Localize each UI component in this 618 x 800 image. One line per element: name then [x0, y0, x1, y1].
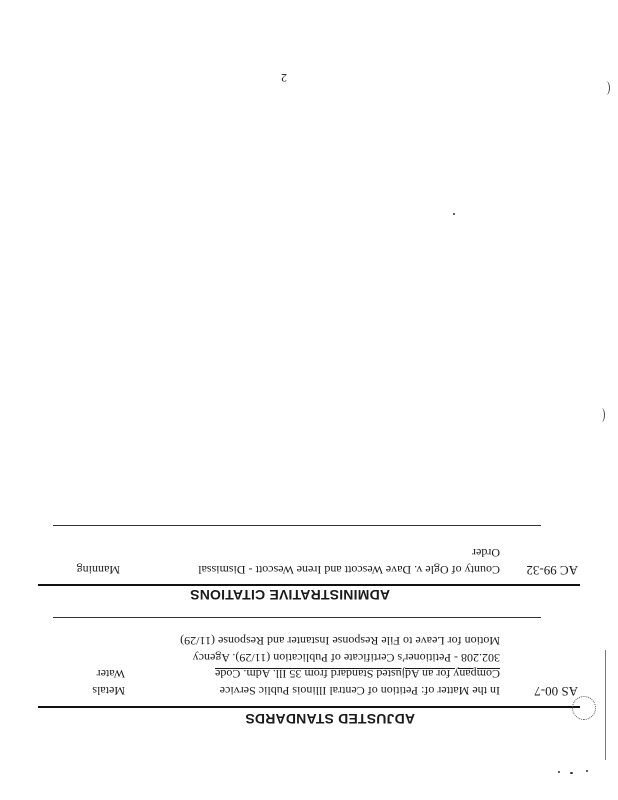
adjusted-standards-rule — [38, 706, 580, 708]
case-number-ac-99-32: AC 99-32 — [526, 563, 578, 578]
case-member-ac-99-32: Manning — [76, 563, 120, 577]
scan-speck — [453, 213, 455, 215]
scan-smudge — [572, 696, 596, 720]
hole-punch-mark — [602, 81, 610, 95]
case-description-ac-99-32 — [198, 545, 500, 578]
page-number: 2 — [281, 71, 287, 85]
entry-separator — [53, 617, 541, 618]
case-number-as-00-7: AS 00-7 — [534, 684, 578, 699]
scan-speck — [586, 770, 588, 772]
scan-speck — [570, 772, 573, 774]
case-description-as-00-7 — [180, 633, 500, 699]
case-line: Motion for Leave to File Response Instanter and Response (11/29) — [180, 634, 500, 649]
case-line: 302.208 - Petitioner's Certificate of Publication (11/29). Agency — [192, 651, 500, 665]
case-categories-as-00-7 — [92, 666, 125, 699]
category-label: Water — [96, 667, 125, 682]
scan-speck — [558, 771, 560, 773]
administrative-citations-rule — [38, 584, 580, 586]
case-line: Order — [472, 546, 500, 561]
case-line: In the Matter of: Petition of Central Illinois Public Service — [219, 684, 500, 698]
scan-edge-line — [605, 650, 606, 760]
case-line: Company for an Adjusted Standard from 35 Ill. Adm. Code — [215, 667, 500, 682]
adjusted-standards-heading: ADJUSTED STANDARDS — [245, 711, 415, 727]
entry-separator — [53, 525, 541, 526]
case-line: County of Ogle v. Dave Wescott and Irene Wescott - Dismissal — [198, 563, 500, 577]
hole-punch-mark — [598, 408, 605, 422]
administrative-citations-heading: ADMINISTRATIVE CITATIONS — [189, 587, 390, 603]
category-label: Metals — [92, 684, 125, 698]
